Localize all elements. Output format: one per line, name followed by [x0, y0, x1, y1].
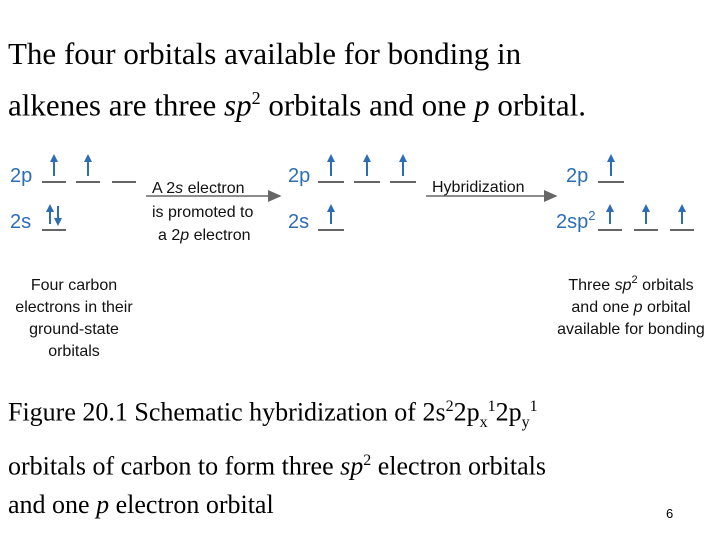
- promotion-label-line-3: a 2p electron: [158, 227, 251, 244]
- caption-sup: 2: [363, 451, 372, 469]
- electron-up-arrow: [678, 204, 686, 224]
- electron-up-arrow: [363, 154, 371, 176]
- figure-caption: [8, 388, 718, 524]
- hybridization-label: Hybridization: [432, 179, 525, 196]
- title-text: alkenes are three: [8, 87, 225, 123]
- ground-state-caption-line: orbitals: [48, 343, 100, 360]
- title-text: orbitals and one: [260, 87, 475, 123]
- hybridization-step: [426, 179, 556, 196]
- page-number: 6: [666, 506, 674, 521]
- level-2s-label: 2s: [10, 211, 32, 233]
- hybrid-caption-line-3: available for bonding: [557, 321, 705, 338]
- level-2s-label: 2s: [288, 211, 310, 233]
- hybridized-orbitals: [556, 154, 705, 338]
- caption-sup: 1: [487, 398, 496, 415]
- caption-text: 2p: [453, 397, 480, 427]
- ground-state-orbitals: [10, 154, 136, 360]
- caption-sub: y: [521, 413, 530, 431]
- caption-text: electron orbitals: [371, 451, 546, 481]
- caption-text: orbitals of carbon to form three: [8, 451, 341, 481]
- caption-line-3: [8, 486, 718, 524]
- level-2p-label: 2p: [566, 165, 589, 187]
- caption-sup: 1: [529, 398, 538, 415]
- hybrid-caption-line-1: Three $sp^2$ orbitals: [568, 274, 694, 294]
- level-2p-label: 2p: [288, 165, 311, 187]
- ground-state-caption-line: ground-state: [29, 321, 119, 338]
- level-2p-label: 2p: [10, 165, 33, 187]
- caption-sub: x: [479, 413, 488, 431]
- caption-line-1: [8, 388, 718, 442]
- electron-pair-arrows: [46, 204, 62, 226]
- caption-text: electron orbital: [109, 489, 274, 519]
- title-line-1: The four orbitals available for bonding in: [8, 36, 522, 71]
- title-sup: 2: [251, 88, 261, 108]
- ground-state-caption-line: electrons in their: [15, 299, 133, 316]
- caption-line-2: [8, 442, 718, 486]
- caption-sp: sp: [340, 451, 364, 481]
- caption-p: p: [96, 489, 110, 519]
- electron-up-arrow: [642, 204, 650, 224]
- hybrid-caption-line-2: and one p orbital: [571, 299, 691, 316]
- title-text: orbital.: [489, 87, 587, 123]
- title-sp: sp: [224, 87, 252, 123]
- ground-state-caption-line: Four carbon: [30, 277, 118, 294]
- caption-text: and one: [8, 489, 97, 519]
- promotion-label-line-1: A 2s electron: [152, 180, 245, 197]
- level-2sp2-label: $2sp^2$: [556, 208, 596, 233]
- title-p: p: [474, 87, 490, 123]
- electron-up-arrow: [606, 204, 614, 224]
- electron-up-arrow: [84, 154, 92, 176]
- promotion-label-line-2: is promoted to: [152, 204, 254, 221]
- electron-up-arrow: [327, 154, 335, 176]
- electron-up-arrow: [327, 204, 335, 224]
- caption-text: Figure 20.1 Schematic hybridization of 2s: [8, 397, 446, 427]
- promotion-step: [146, 180, 280, 244]
- caption-sup: 2: [445, 398, 454, 415]
- caption-text: 2p: [495, 397, 522, 427]
- electron-up-arrow: [607, 154, 615, 176]
- electron-up-arrow: [399, 154, 407, 176]
- excited-state-orbitals: [288, 154, 416, 233]
- electron-up-arrow: [50, 154, 58, 176]
